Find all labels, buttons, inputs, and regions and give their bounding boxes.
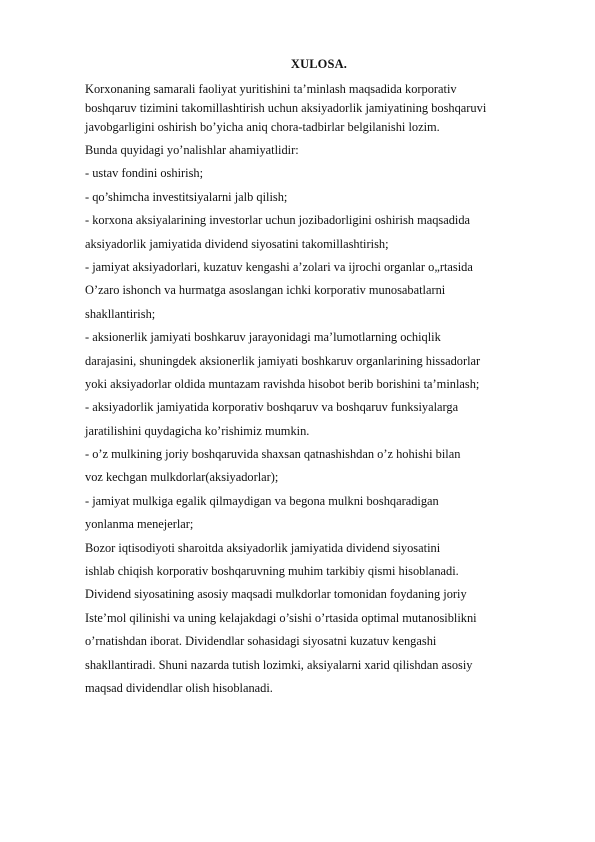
text-line: yoki aksiyadorlar oldida muntazam ravishda hisobot berib borishini ta’minlash; bbox=[85, 376, 480, 391]
text-line: maqsad dividendlar olish hisoblanadi. bbox=[85, 680, 273, 695]
intro-paragraph bbox=[85, 80, 555, 137]
document-title: XULOSA. bbox=[290, 57, 348, 71]
text-line: Dividend siyosatining asosiy maqsadi mulkdorlar tomonidan foydaning joriy bbox=[85, 587, 467, 602]
text-line: Bunda quyidagi yo’nalishlar ahamiyatlidir: bbox=[85, 143, 299, 157]
text-line: boshqaruv tizimini takomillashtirish uchun aksiyadorlik jamiyatining boshqaruvi bbox=[85, 101, 487, 115]
text-line: - jamiyat mulkiga egalik qilmaydigan va begona mulkni boshqaradigan bbox=[85, 493, 439, 508]
text-line: - korxona aksiyalarining investorlar uchun jozibadorligini oshirish maqsadida bbox=[85, 213, 471, 228]
body-text bbox=[85, 139, 555, 700]
text-line: Iste’mol qilinishi va uning kelajakdagi o’sishi o’rtasida optimal mutanosiblikni bbox=[85, 610, 477, 625]
text-line: - ustav fondini oshirish; bbox=[85, 166, 204, 181]
text-line: O’zaro ishonch va hurmatga asoslangan ichki korporativ munosabatlarni bbox=[85, 283, 446, 298]
text-line: aksiyadorlik jamiyatida dividend siyosatini takomillashtirish; bbox=[85, 236, 389, 251]
text-line: shakllantiradi. Shuni nazarda tutish lozimki, aksiyalarni xarid qilishdan asosiy bbox=[85, 657, 473, 672]
text-line: darajasini, shuningdek aksionerlik jamiyati boshkaruv organlarining hissadorlar bbox=[85, 353, 481, 368]
text-line: javobgarligini oshirish bo’yicha aniq chora-tadbirlar belgilanishi lozim. bbox=[85, 120, 440, 134]
text-line: - aksiyadorlik jamiyatida korporativ boshqaruv va boshqaruv funksiyalarga bbox=[85, 400, 459, 415]
text-line: - aksionerlik jamiyati boshkaruv jarayonidagi ma’lumotlarning ochiqlik bbox=[85, 330, 441, 345]
text-line: - o’z mulkining joriy boshqaruvida shaxsan qatnashishdan o’z hohishi bilan bbox=[85, 447, 461, 462]
text-line: ishlab chiqish korporativ boshqaruvning muhim tarkibiy qismi hisoblanadi. bbox=[85, 564, 459, 579]
text-line: Korxonaning samarali faoliyat yuritishini ta’minlash maqsadida korporativ bbox=[85, 82, 457, 96]
text-line: o’rnatishdan iborat. Dividendlar sohasidagi siyosatni kuzatuv kengashi bbox=[85, 634, 437, 649]
text-line: - jamiyat aksiyadorlari, kuzatuv kengashi a’zolari va ijrochi organlar o„rtasida bbox=[85, 259, 473, 274]
text-line: - qo’shimcha investitsiyalarni jalb qilish; bbox=[85, 189, 288, 204]
text-line: yonlanma menejerlar; bbox=[85, 517, 194, 532]
text-line: jaratilishini quydagicha ko’rishimiz mumkin. bbox=[85, 423, 310, 438]
text-line: Bozor iqtisodiyoti sharoitda aksiyadorlik jamiyatida dividend siyosatini bbox=[85, 540, 441, 555]
text-line: shakllantirish; bbox=[85, 306, 156, 321]
text-line: voz kechgan mulkdorlar(aksiyadorlar); bbox=[85, 470, 279, 485]
